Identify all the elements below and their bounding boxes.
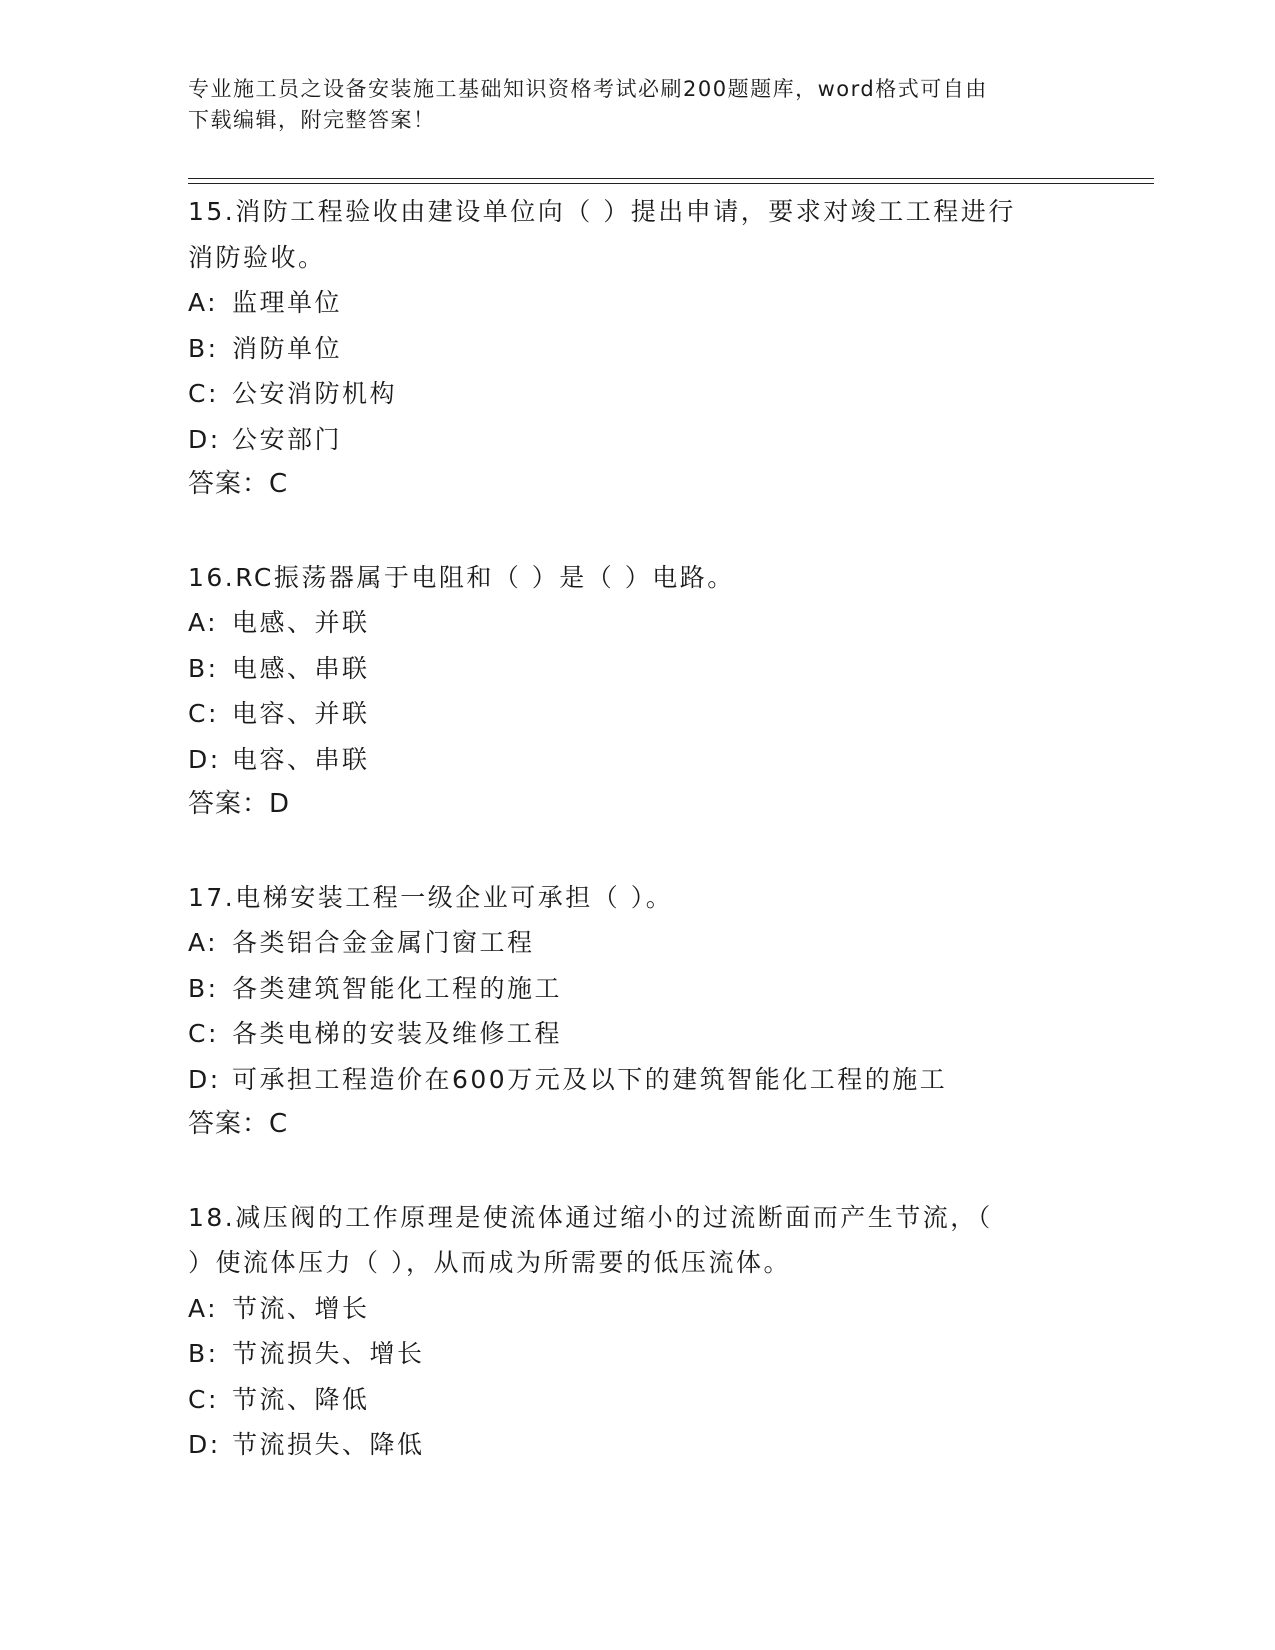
option-text: 节流、降低 <box>232 1384 370 1414</box>
option-text: 公安部门 <box>232 424 343 454</box>
answer-line: 答案：D <box>188 789 291 819</box>
option-label: C: <box>188 699 219 728</box>
question-text: ）使流体压力（ ），从而成为所需要的低压流体。 <box>188 1248 791 1277</box>
option-text: 电感、串联 <box>232 653 370 683</box>
option-text: 节流损失、降低 <box>232 1430 425 1459</box>
option-a <box>188 600 1154 646</box>
question-spacer <box>188 828 1154 875</box>
option-label: C: <box>188 1384 219 1414</box>
question-list <box>188 189 1154 1468</box>
option-label: A: <box>188 608 219 637</box>
option-label: D: <box>188 1430 221 1459</box>
answer-line: 答案：C <box>188 1109 289 1139</box>
option-label: B: <box>188 333 219 363</box>
option-d <box>188 1422 1154 1468</box>
option-label: D: <box>188 744 221 774</box>
option-a <box>188 280 1154 326</box>
option-b <box>188 1331 1154 1377</box>
option-text: 消防单位 <box>232 333 343 363</box>
option-b <box>188 966 1154 1012</box>
option-d <box>188 417 1154 463</box>
option-text: 电容、并联 <box>232 699 370 728</box>
option-label: D: <box>188 424 221 454</box>
option-label: C: <box>188 379 219 408</box>
option-d <box>188 1057 1154 1103</box>
option-c <box>188 371 1154 417</box>
option-text: 各类电梯的安装及维修工程 <box>232 1019 563 1048</box>
option-d <box>188 737 1154 783</box>
option-c <box>188 1377 1154 1423</box>
option-a <box>188 1286 1154 1332</box>
option-a <box>188 920 1154 966</box>
option-text: 节流损失、增长 <box>232 1339 425 1368</box>
question-spacer <box>188 1148 1154 1195</box>
option-label: B: <box>188 653 219 683</box>
option-text: 可承担工程造价在600万元及以下的建筑智能化工程的施工 <box>232 1064 948 1094</box>
option-text: 电感、并联 <box>232 608 370 637</box>
question-text: 16.RC振荡器属于电阻和（ ）是（ ）电路。 <box>188 562 735 592</box>
header-divider-bottom <box>188 183 1154 184</box>
option-text: 节流、增长 <box>232 1293 370 1323</box>
question-text: 17.电梯安装工程一级企业可承担（ ）。 <box>188 882 674 912</box>
question-text: 18.减压阀的工作原理是使流体通过缩小的过流断面而产生节流，（ <box>188 1202 993 1232</box>
option-label: B: <box>188 1339 219 1368</box>
question-15 <box>188 189 1154 508</box>
answer-line: 答案：C <box>188 469 289 499</box>
question-text: 消防验收。 <box>188 242 326 272</box>
option-c <box>188 1011 1154 1057</box>
document-header <box>188 74 1068 136</box>
option-text: 各类建筑智能化工程的施工 <box>232 973 563 1003</box>
option-label: C: <box>188 1019 219 1048</box>
option-text: 电容、串联 <box>232 744 370 774</box>
option-label: A: <box>188 288 219 317</box>
header-line-1: 专业施工员之设备安装施工基础知识资格考试必刷200题题库，word格式可自由 <box>188 77 988 101</box>
option-label: A: <box>188 1293 219 1323</box>
option-c <box>188 691 1154 737</box>
option-b <box>188 646 1154 692</box>
option-text: 各类铝合金金属门窗工程 <box>232 928 535 957</box>
option-text: 监理单位 <box>232 288 343 317</box>
header-divider-top <box>188 178 1154 179</box>
question-16 <box>188 555 1154 828</box>
option-text: 公安消防机构 <box>232 379 398 408</box>
question-17 <box>188 875 1154 1148</box>
header-line-2: 下载编辑，附完整答案！ <box>188 108 436 132</box>
question-spacer <box>188 508 1154 555</box>
option-label: D: <box>188 1064 221 1094</box>
option-label: A: <box>188 928 219 957</box>
option-b <box>188 326 1154 372</box>
question-text: 15.消防工程验收由建设单位向（ ）提出申请，要求对竣工工程进行 <box>188 197 1016 226</box>
question-18 <box>188 1195 1154 1468</box>
option-label: B: <box>188 973 219 1003</box>
